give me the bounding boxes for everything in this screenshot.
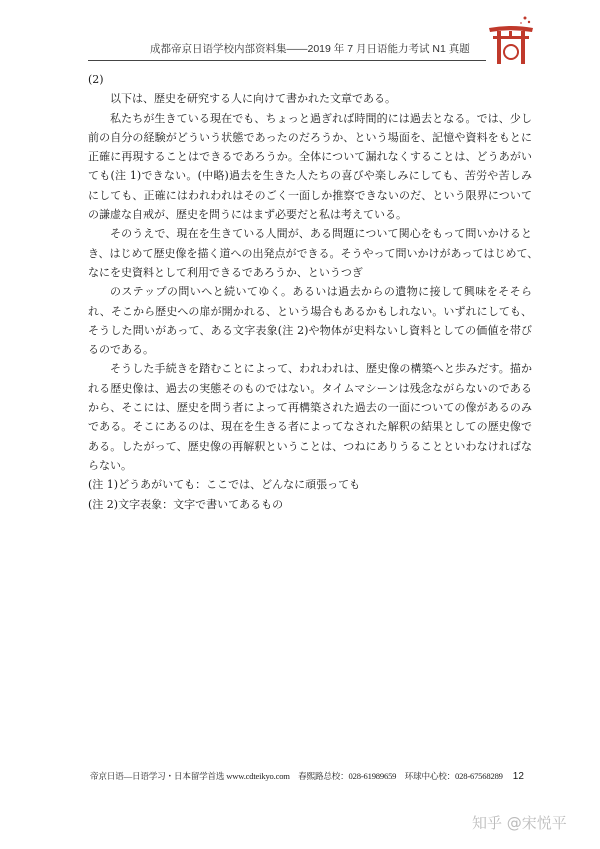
passage-line: そのうえで、現在を生きている人間が、ある問題について関心をもって問いかけると <box>110 227 532 241</box>
passage-line: らない。 <box>88 458 132 472</box>
passage-line: なにを史資料として利用できるであろうか、というつぎ <box>88 265 363 279</box>
passage-line: ても(注 1)できない。(中略)過去を生きた人たちの喜びや楽しみにしても、苦労や苦しみ <box>88 169 532 183</box>
footer-text: 帝京日语—日语学习・日本留学首选 www.cdteikyo.com 春熙路总校：028-61989659 环球中心校：028-67568289 <box>90 771 503 781</box>
passage-line: 正確に再現することはできるであろうか。全体について漏れなくすることは、どうあがい <box>88 150 532 164</box>
header-title: 成都帝京日语学校内部资料集——2019 年 7 月日语能力考试 N1 真题 <box>150 43 470 55</box>
passage <box>88 70 539 514</box>
passage-line: れ、そこから歴史への扉が開かれる、という場合もあるかもしれない。いずれにしても、 <box>88 304 532 318</box>
passage-line: である。そこにあるのは、現在を生きる者によってなされた解釈の結果としての歴史像で <box>88 420 532 434</box>
passage-line: 私たちが生きている現在でも、ちょっと過ぎれば時間的には過去となる。では、少し <box>110 111 532 125</box>
passage-line: のステップの問いへと続いてゆく。あるいは過去からの遺物に接して興味をそそら <box>110 285 532 299</box>
passage-line: の謙虚な自戒が、歴史を問うにはまず必要だと私は考えている。 <box>88 208 407 222</box>
passage-intro: 以下は、歴史を研究する人に向けて書かれた文章である。 <box>110 92 396 106</box>
passage-line: 前の自分の経験がどういう状態であったのだろうか、という場面を、記憶や資料をもとに <box>88 130 532 144</box>
passage-line: そうした問いがあって、ある文字表象(注 2)や物体が史料ないし資料としての価値を帯び <box>88 323 532 337</box>
passage-line: から、そこには、歴史を問う者によって再構築された過去の一面についての像があるのみ <box>88 401 532 415</box>
page-number: 12 <box>512 771 524 782</box>
watermark: 知乎 @宋悦平 <box>472 814 567 832</box>
passage-line: にしても、正確にはわれわれはそのごく一面しか推察できないのだ、という限界について <box>88 188 532 202</box>
torii-logo-icon <box>485 14 537 66</box>
passage-line: るのである。 <box>88 343 154 357</box>
header-divider <box>88 60 486 61</box>
section-number: (2) <box>88 73 104 86</box>
passage-line: き、はじめて歴史像を描く道への出発点ができる。そうやって問いかけがあってはじめて、 <box>88 246 539 260</box>
footer <box>90 770 524 782</box>
passage-line: そうした手続きを踏むことによって、われわれは、歴史像の構築へと歩みだす。描か <box>110 362 532 376</box>
passage-line: ある。したがって、歴史像の再解釈ということは、つねにありうることといわなければな <box>88 439 532 453</box>
footnote-1: (注 1)どうあがいても：ここでは、どんなに頑張っても <box>88 478 361 492</box>
passage-line: れる歴史像は、過去の実態そのものではない。タイムマシーンは残念ながらないのである <box>88 381 532 395</box>
footnote-2: (注 2)文字表象：文字で書いてあるもの <box>88 497 284 511</box>
